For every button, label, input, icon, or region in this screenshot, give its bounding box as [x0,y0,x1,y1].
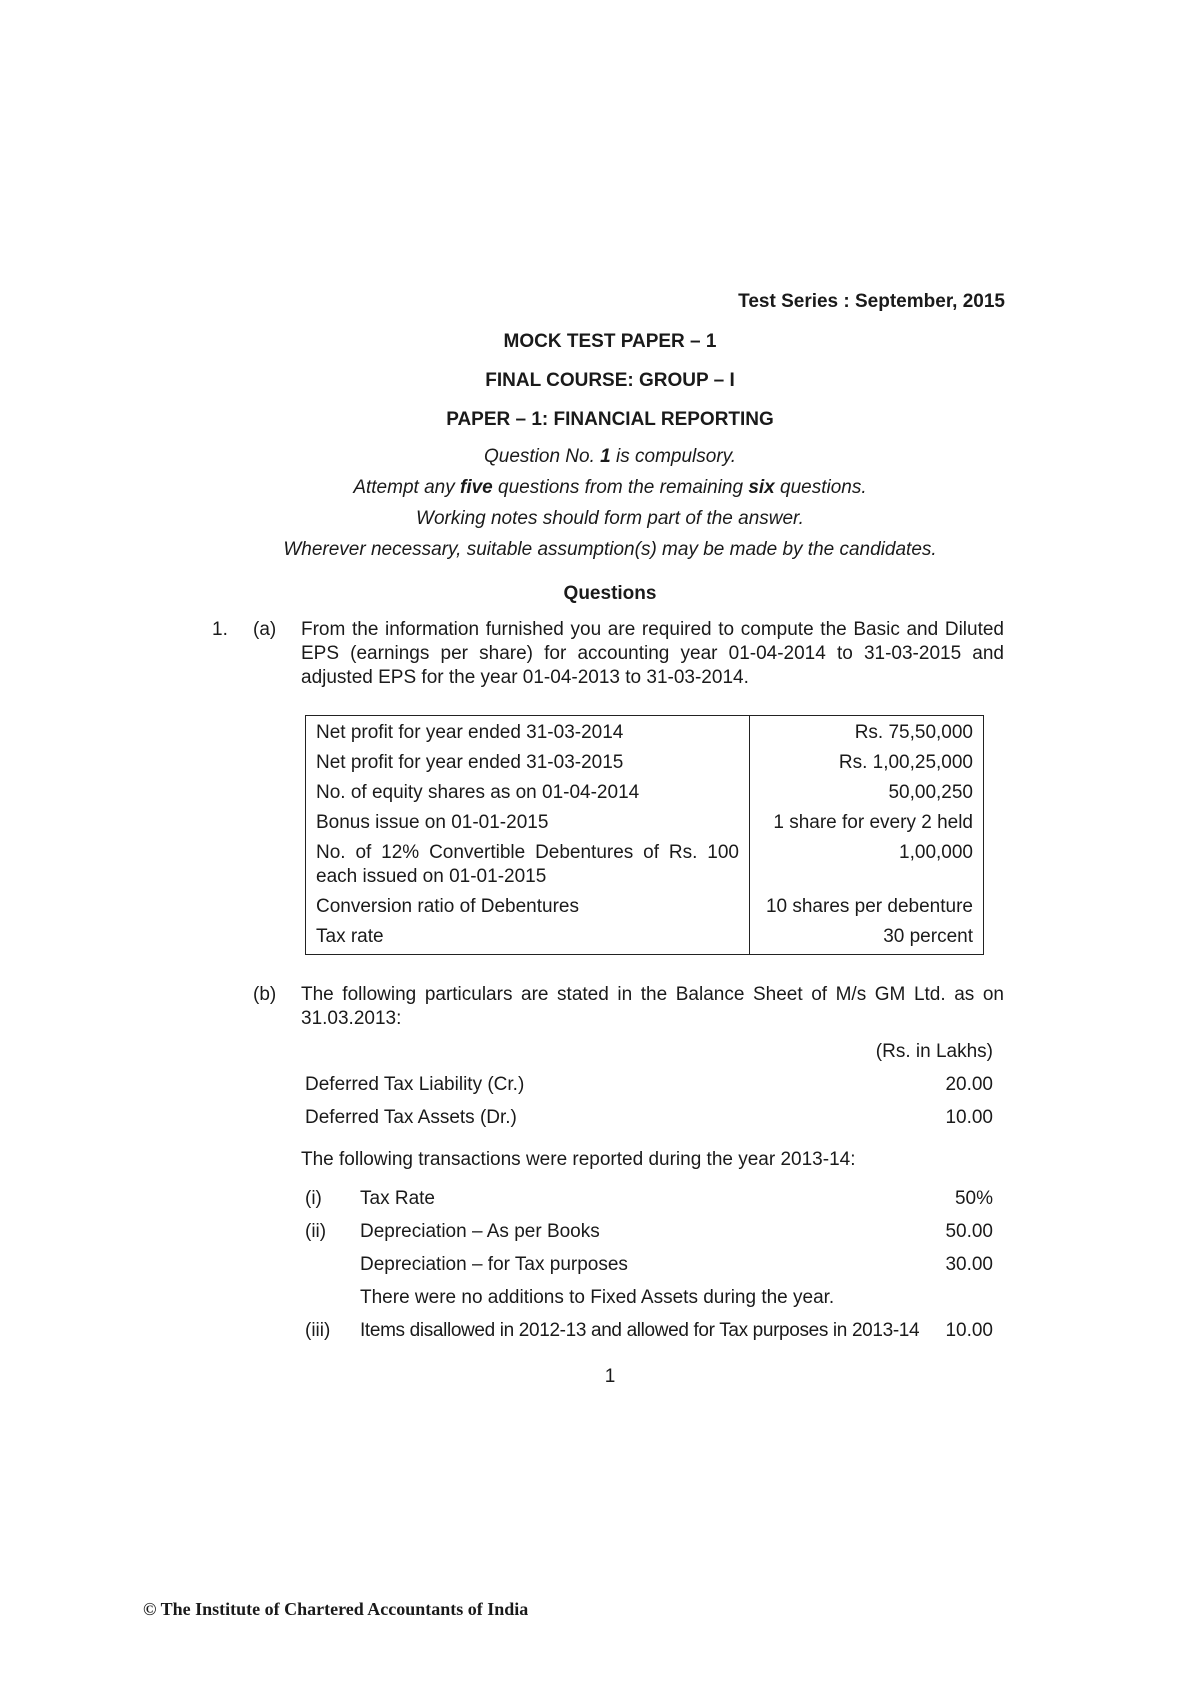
transaction-value: 10.00 [945,1320,993,1341]
instruction-attempt [0,476,1191,500]
instruction-assumptions: Wherever necessary, suitable assumption(s) may be made by the candidates. [283,539,937,560]
balance-item: Deferred Tax Assets (Dr.) [305,1107,517,1128]
table-cell-value: Rs. 75,50,000 [750,716,984,749]
table-cell-value: 50,00,250 [750,778,984,808]
table-cell-item: Net profit for year ended 31-03-2014 [306,716,750,749]
transaction-item: Tax Rate [360,1188,435,1209]
eps-data-table [305,715,984,955]
table-cell-value: 10 shares per debenture [750,892,984,922]
table-cell-value: 1,00,000 [750,838,984,892]
transaction-number: (ii) [305,1221,327,1242]
table-cell-value: Rs. 1,00,25,000 [750,748,984,778]
table-row [306,892,984,922]
question-number: 1. [212,619,228,640]
instruction-compulsory [0,445,1191,469]
part-a-label: (a) [253,619,277,640]
table-row [306,838,984,892]
balance-item: Deferred Tax Liability (Cr.) [305,1074,525,1095]
transaction-number: (iii) [305,1320,331,1341]
transaction-value: 30.00 [945,1254,993,1275]
table-row [306,748,984,778]
transaction-number: (i) [305,1188,322,1209]
table-cell-item: Tax rate [306,922,750,955]
table-row [306,808,984,838]
unit-label: (Rs. in Lakhs) [875,1041,993,1062]
footer-copyright: © The Institute of Chartered Accountants of India [143,1599,529,1619]
test-series-label: Test Series : September, 2015 [738,291,1005,312]
table-cell-value: 30 percent [750,922,984,955]
table-row [306,778,984,808]
table-cell-item: Conversion ratio of Debentures [306,892,750,922]
transaction-item: Depreciation – for Tax purposes [360,1254,628,1275]
instruction-text: Attempt any [353,477,460,498]
transaction-value: 50.00 [945,1221,993,1242]
transaction-note: There were no additions to Fixed Assets during the year. [360,1287,835,1308]
paper-subject: PAPER – 1: FINANCIAL REPORTING [446,409,774,430]
table-row [306,922,984,955]
instruction-working-notes: Working notes should form part of the answer. [416,508,804,529]
table-cell-item: No. of equity shares as on 01-04-2014 [306,778,750,808]
table-cell-item: No. of 12% Convertible Debentures of Rs. 100 each issued on 01-01-2015 [306,838,750,892]
balance-value: 20.00 [945,1074,993,1095]
instruction-emphasis: six [748,477,775,498]
transaction-item: Items disallowed in 2012-13 and allowed for Tax purposes in 2013-14 [360,1320,920,1341]
transactions-intro: The following transactions were reported during the year 2013-14: [301,1149,856,1170]
table-cell-item: Net profit for year ended 31-03-2015 [306,748,750,778]
instruction-emphasis: five [460,477,493,498]
paper-title: MOCK TEST PAPER – 1 [503,331,717,352]
course-title: FINAL COURSE: GROUP – I [485,370,735,391]
instruction-text: questions. [774,477,867,498]
transaction-item: Depreciation – As per Books [360,1221,600,1242]
transaction-value: 50% [954,1188,993,1209]
instruction-emphasis: 1 [600,446,611,467]
questions-heading: Questions [563,583,657,604]
part-a-text: From the information furnished you are required to compute the Basic and Diluted EPS (earnings per share) for accounting year 01-04-2014 to 31-03-2015 and adjusted EPS for the year 01-04-2013 to 31-03-2014. [301,619,1004,688]
table-cell-value: 1 share for every 2 held [750,808,984,838]
table-row [306,716,984,749]
table-cell-item: Bonus issue on 01-01-2015 [306,808,750,838]
instruction-text: Question No. [483,446,601,467]
instruction-text: questions from the remaining [492,477,749,498]
part-b-text: The following particulars are stated in the Balance Sheet of M/s GM Ltd. as on 31.03.2013: [301,984,1004,1029]
part-b-label: (b) [253,984,277,1005]
instruction-text: is compulsory. [610,446,737,467]
balance-value: 10.00 [945,1107,993,1128]
page-number: 1 [604,1366,616,1387]
